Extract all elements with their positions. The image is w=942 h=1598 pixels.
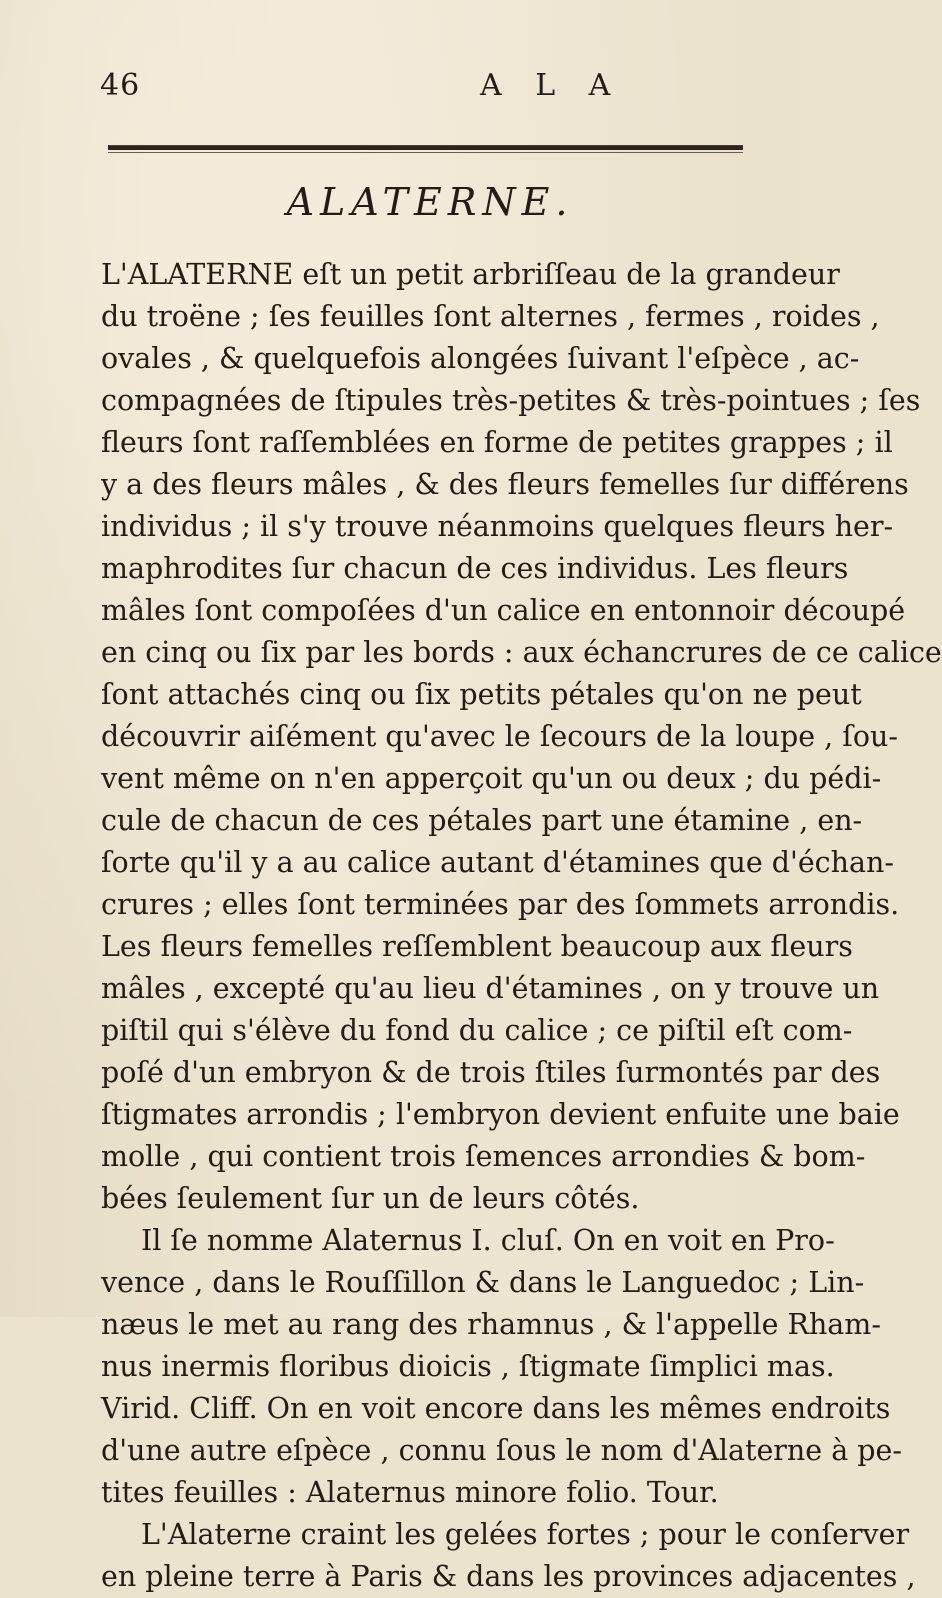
text-line: vence , dans le Rouſſillon & dans le Languedoc ; Lin-	[101, 1266, 865, 1299]
text-line: cule de chacun de ces pétales part une étamine , en-	[101, 804, 863, 837]
text-line: en cinq ou ſix par les bords : aux échancrures de ce calice	[101, 636, 942, 669]
header-rule	[108, 145, 743, 150]
text-line: mâles ſont compoſées d'un calice en entonnoir découpé	[101, 594, 906, 627]
text-line: du troëne ; ſes feuilles ſont alternes , fermes , roides ,	[101, 300, 880, 333]
text-line: y a des fleurs mâles , & des fleurs femelles ſur différens	[101, 468, 909, 501]
text-line: ovales , & quelquefois alongées ſuivant l'eſpèce , ac-	[101, 342, 860, 375]
text-line: L'Alaterne craint les gelées fortes ; pour le conſerver	[141, 1518, 910, 1551]
article-title: ALATERNE.	[286, 180, 574, 224]
text-line: ſont attachés cinq ou ſix petits pétales qu'on ne peut	[101, 678, 862, 711]
text-line: næus le met au rang des rhamnus , & l'appelle Rham-	[101, 1308, 881, 1341]
text-line: maphrodites ſur chacun de ces individus. Les fleurs	[101, 552, 849, 585]
text-line: tites feuilles : Alaternus minore folio. Tour.	[101, 1476, 719, 1509]
running-head-letters: A L A	[480, 68, 623, 103]
text-line: Il ſe nomme Alaternus I. cluſ. On en voit en Pro-	[141, 1224, 835, 1257]
text-line: nus inermis floribus dioicis , ſtigmate ſimplici mas.	[101, 1350, 835, 1383]
text-line: d'une autre eſpèce , connu ſous le nom d'Alaterne à pe-	[101, 1434, 903, 1467]
text-line: en pleine terre à Paris & dans les provinces adjacentes ,	[101, 1560, 916, 1593]
text-line: molle , qui contient trois ſemences arrondies & bom-	[101, 1140, 866, 1173]
text-line: L'ALATERNE eſt un petit arbriſſeau de la grandeur	[101, 258, 840, 291]
text-line: vent même on n'en apperçoit qu'un ou deux ; du pédi-	[101, 762, 882, 795]
text-line: ſtigmates arrondis ; l'embryon devient enfuite une baie	[101, 1098, 900, 1131]
article-body	[101, 254, 942, 1598]
text-line: ſorte qu'il y a au calice autant d'étamines que d'échan-	[101, 846, 894, 879]
text-line: individus ; il s'y trouve néanmoins quelques fleurs her-	[101, 510, 894, 543]
text-line: Les fleurs femelles reſſemblent beaucoup aux fleurs	[101, 930, 853, 963]
header-rule-thin	[108, 152, 743, 153]
text-line: Virid. Cliff. On en voit encore dans les mêmes endroits	[101, 1392, 891, 1425]
text-line: compagnées de ſtipules très-petites & très-pointues ; ſes	[101, 384, 921, 417]
page-number: 46	[100, 68, 141, 103]
text-line: piſtil qui s'élève du fond du calice ; ce piſtil eſt com-	[101, 1014, 853, 1047]
text-line: découvrir aiſément qu'avec le ſecours de la loupe , ſou-	[101, 720, 898, 753]
text-line: crures ; elles ſont terminées par des ſommets arrondis.	[101, 888, 900, 921]
text-line: poſé d'un embryon & de trois ſtiles ſurmontés par des	[101, 1056, 881, 1089]
running-head	[100, 68, 740, 112]
text-line: mâles , excepté qu'au lieu d'étamines , on y trouve un	[101, 972, 880, 1005]
text-line: bées ſeulement ſur un de leurs côtés.	[101, 1182, 640, 1215]
text-line: fleurs ſont raſſemblées en forme de petites grappes ; il	[101, 426, 893, 459]
